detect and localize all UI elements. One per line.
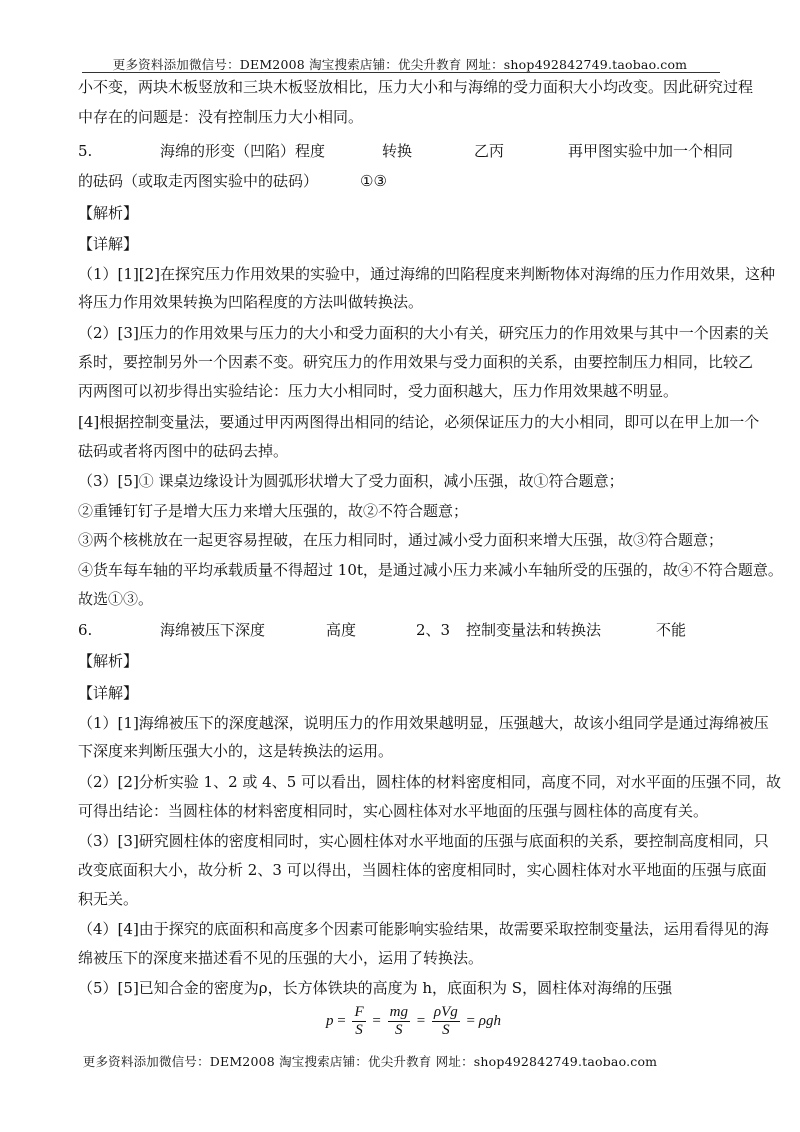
answer-blank-1: 海绵的形变（凹陷）程度: [160, 142, 326, 160]
section-label: 【详解】: [78, 235, 139, 253]
text-line: 砝码或者将丙图中的砝码去掉。: [78, 442, 289, 460]
header-rule: [82, 72, 720, 73]
text-line: ③两个核桃放在一起更容易捏破，在压力相同时，通过减小受力面积来增大压强，故③符合题意；: [78, 531, 724, 549]
equals-sign: =: [372, 1012, 381, 1029]
answer-blank-5: 不能: [656, 621, 687, 639]
formula-symbol: p: [326, 1012, 334, 1029]
text-line: ②重锤钉钉子是增大压力来增大压强的，故②不符合题意；: [78, 502, 469, 520]
section-label: 【解析】: [78, 204, 139, 222]
numerator: ρVg: [433, 1004, 458, 1020]
text-line: 将压力作用效果转换为凹陷程度的方法叫做转换法。: [78, 293, 424, 311]
fraction: [352, 1004, 365, 1039]
answer-blank-2: 高度: [326, 621, 357, 639]
text-line: 小不变，两块木板竖放和三块木板竖放相比，压力大小和与海绵的受力面积大小均改变。因此研究过程: [78, 78, 754, 96]
answer-blank-4: 控制变量法和转换法: [466, 621, 602, 639]
answer-row-6: [78, 620, 728, 640]
numerator: mg: [389, 1004, 408, 1020]
denominator: S: [395, 1022, 403, 1038]
page-footer: 更多资料添加微信号：DEM2008 淘宝搜索店铺：优尖升教育 网址：shop492842749.taobao.com: [82, 1054, 658, 1069]
equals-sign: =: [416, 1012, 426, 1029]
text-line: 改变底面积大小，故分析 2、3 可以得出，当圆柱体的密度相同时，实心圆柱体对水平地面的压强与底面: [78, 861, 767, 879]
text-line: （3）[3]研究圆柱体的密度相同时，实心圆柱体对水平地面的压强与底面积的关系，要控制高度相同，只: [78, 832, 769, 850]
text-line: 中存在的问题是：没有控制压力大小相同。: [78, 108, 364, 126]
text-line: 系时，要控制另外一个因素不变。研究压力的作用效果与受力面积的关系，由要控制压力相同，比较乙: [78, 353, 754, 371]
answer-blank-2: 转换: [382, 142, 413, 160]
text-line: （2）[3]压力的作用效果与压力的大小和受力面积的大小有关，研究压力的作用效果与其中一个因素的关: [78, 324, 769, 342]
answer-blank-3: 乙丙: [474, 142, 505, 160]
fraction: [432, 1004, 460, 1039]
answer-blank-3: 2、3: [416, 621, 451, 639]
answer-continuation: 的砝码（或取走丙图实验中的砝码）: [78, 172, 319, 190]
text-line: （3）[5]① 课桌边缘设计为圆弧形状增大了受力面积，减小压强，故①符合题意；: [78, 472, 624, 490]
text-line: 故选①③。: [78, 590, 154, 608]
section-label: 【解析】: [78, 652, 139, 670]
text-line: 积无关。: [78, 890, 139, 908]
pressure-formula: [326, 1004, 501, 1050]
text-line: （1）[1][2]在探究压力作用效果的实验中，通过海绵的凹陷程度来判断物体对海绵的压力作用效果，这种: [78, 265, 776, 283]
text-line: 丙两图可以初步得出实验结论：压力大小相同时，受力面积越大，压力作用效果越不明显。: [78, 382, 679, 400]
numerator: F: [354, 1004, 364, 1020]
text-line: （4）[4]由于探究的底面积和高度多个因素可能影响实验结果，故需要采取控制变量法，运用看得见的海: [78, 920, 769, 938]
text-line: [78, 171, 728, 191]
equals-sign: =: [337, 1012, 346, 1029]
equals-sign: =: [466, 1012, 476, 1029]
formula-result: ρgh: [478, 1012, 501, 1029]
text-line: （2）[2]分析实验 1、2 或 4、5 可以看出，圆柱体的材料密度相同，高度不同，对水平面的压强不同，故: [78, 773, 782, 791]
answer-blank-4: 再甲图实验中加一个相同: [568, 142, 734, 160]
text-line: [4]根据控制变量法，要通过甲丙两图得出相同的结论，必须保证压力的大小相同，即可以在甲上加一个: [78, 413, 760, 431]
text-line: 绵被压下的深度来描述看不见的压强的大小，运用了转换法。: [78, 949, 484, 967]
text-line: 下深度来判断压强大小的，这是转换法的运用。: [78, 742, 394, 760]
text-line: 可得出结论：当圆柱体的材料密度相同时，实心圆柱体对水平地面的压强与圆柱体的高度有关。: [78, 802, 709, 820]
question-number: 6.: [78, 621, 93, 639]
denominator: S: [442, 1022, 450, 1038]
text-line: ④货车每车轴的平均承载质量不得超过 10t，是通过减小压力来减小车轴所受的压强的，故④不符合题意。: [78, 561, 783, 579]
text-line: （1）[1]海绵被压下的深度越深，说明压力的作用效果越明显，压强越大，故该小组同学是通过海绵被压: [78, 714, 769, 732]
answer-row-5: [78, 141, 734, 161]
question-number: 5.: [78, 142, 93, 160]
fraction: [388, 1004, 410, 1039]
denominator: S: [355, 1022, 363, 1038]
answer-blank-5: ①③: [360, 172, 387, 190]
page-header: 更多资料添加微信号：DEM2008 淘宝搜索店铺：优尖升教育 网址：shop492842749.taobao.com: [112, 57, 688, 72]
answer-blank-1: 海绵被压下深度: [160, 621, 266, 639]
section-label: 【详解】: [78, 684, 139, 702]
text-line: （5）[5]已知合金的密度为ρ，长方体铁块的高度为 h，底面积为 S，圆柱体对海绵的压强: [78, 979, 673, 997]
